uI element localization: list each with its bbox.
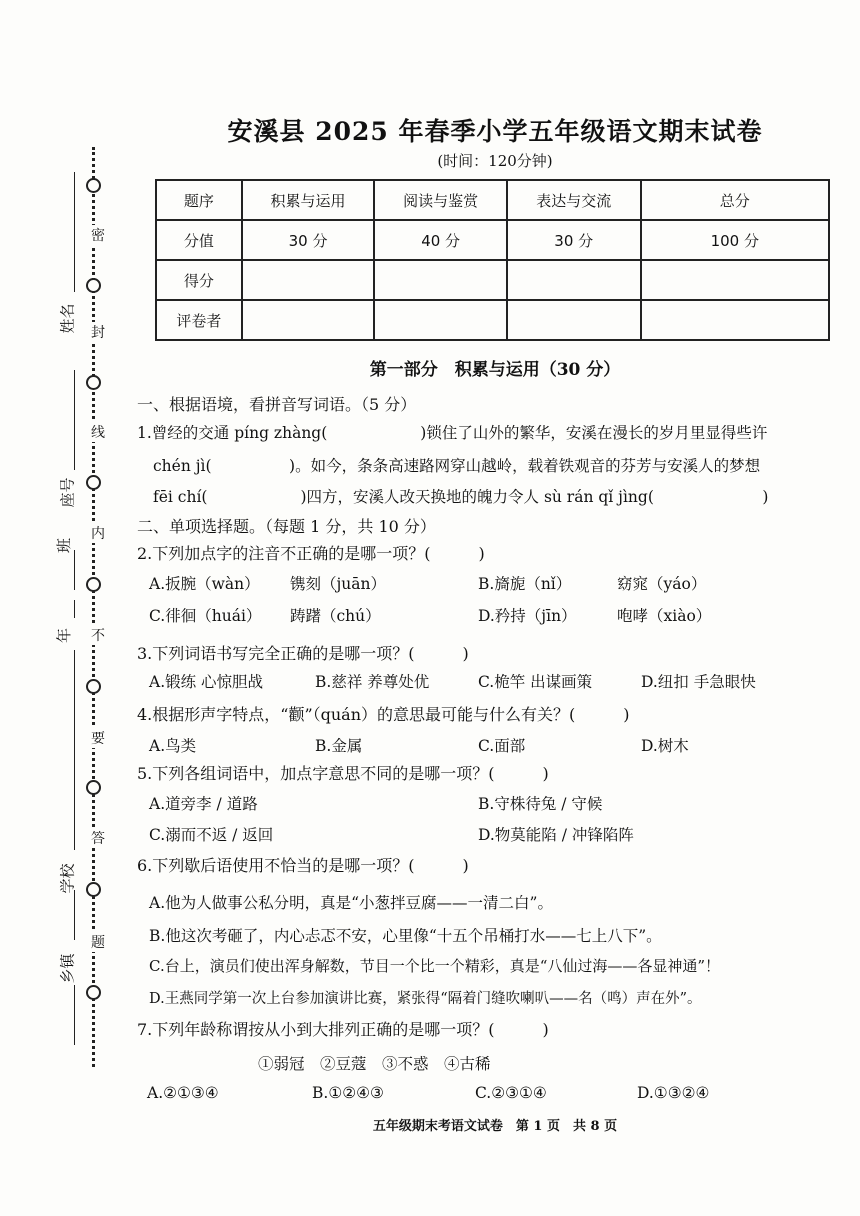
table-cell: 40 分 (374, 220, 507, 260)
q2-option-d-word2: 咆哮（xiào） (617, 607, 712, 625)
q5-option-d[interactable]: D.物莫能陷 / 冲锋陷阵 (478, 826, 634, 844)
seat-field-line[interactable] (74, 370, 75, 470)
page-footer: 五年级期末考语文试卷 第 1 页 共 8 页 (372, 1119, 618, 1134)
q3-option-a[interactable]: A.锻练 心惊胆战 (149, 673, 264, 691)
q2-option-c-word2: 踌躇（chú） (290, 607, 381, 625)
q4-option-a[interactable]: A.鸟类 (149, 737, 197, 755)
town-field-line-extra[interactable] (74, 985, 75, 1045)
question-5: 5.下列各组词语中，加点字意思不同的是哪一项？( ) (137, 764, 549, 783)
exam-time: (时间：120分钟) (437, 152, 553, 170)
table-cell: 分值 (156, 220, 242, 260)
table-cell: 得分 (156, 260, 242, 300)
name-field-line[interactable] (74, 172, 75, 292)
q2-option-c[interactable]: C.徘徊（huái） (149, 607, 262, 625)
binding-circle (86, 577, 101, 592)
score-table (155, 179, 830, 341)
table-row (156, 220, 829, 260)
town-field-line[interactable] (74, 890, 75, 940)
q5-option-b[interactable]: B.守株待兔 / 守候 (478, 795, 603, 813)
school-field-line[interactable] (74, 650, 75, 850)
q2-option-b[interactable]: B.旖旎（nǐ） (478, 575, 572, 593)
q7-option-d[interactable]: D.①③②④ (637, 1084, 710, 1102)
q7-option-a[interactable]: A.②①③④ (147, 1084, 219, 1102)
question-6: 6.下列歇后语使用不恰当的是哪一项？( ) (137, 856, 469, 875)
table-cell: 30 分 (242, 220, 375, 260)
score-input-cell[interactable] (242, 260, 375, 300)
binding-circle (86, 278, 101, 293)
binding-circle (86, 475, 101, 490)
binding-circle (86, 780, 101, 795)
seat-label: 座号 (58, 477, 77, 508)
seal-char: 封 (88, 322, 108, 342)
score-input-cell[interactable] (374, 260, 507, 300)
seal-char: 内 (88, 523, 108, 543)
q7-option-c[interactable]: C.②③①④ (475, 1084, 547, 1102)
q6-option-d[interactable]: D.王燕同学第一次上台参加演讲比赛，紧张得“隔着门缝吹喇叭——名（鸣）声在外”。 (149, 991, 702, 1007)
part2-heading: 二、单项选择题。（每题 1 分，共 10 分） (137, 517, 436, 536)
seal-char: 答 (88, 828, 108, 848)
part1-heading: 一、根据语境，看拼音写词语。（5 分） (137, 395, 417, 414)
exam-title: 安溪县 2025 年春季小学五年级语文期末试卷 (227, 117, 763, 146)
q4-option-c[interactable]: C.面部 (478, 737, 526, 755)
question-3: 3.下列词语书写完全正确的是哪一项？( ) (137, 644, 469, 663)
class-label: 班 (55, 537, 74, 554)
q2-option-a-word2: 镌刻（juān） (290, 575, 387, 593)
q7-items: ①弱冠 ②豆蔻 ③不惑 ④古稀 (258, 1055, 491, 1073)
grade-label: 年 (55, 627, 74, 644)
seal-char: 密 (88, 225, 108, 245)
table-cell: 100 分 (641, 220, 829, 260)
score-input-cell[interactable] (641, 260, 829, 300)
table-row (156, 180, 829, 220)
seal-char: 线 (88, 422, 108, 442)
binding-circle (86, 985, 101, 1000)
town-label: 乡镇 (58, 953, 77, 984)
school-label: 学校 (58, 863, 77, 894)
q6-option-a[interactable]: A.他为人做事公私分明，真是“小葱拌豆腐——一清二白”。 (149, 894, 553, 912)
grade-field-line[interactable] (74, 600, 75, 618)
class-field-line[interactable] (74, 550, 75, 590)
binding-circle (86, 882, 101, 897)
grader-input-cell[interactable] (507, 300, 641, 340)
q2-option-d[interactable]: D.矜持（jīn） (478, 607, 577, 625)
table-cell: 积累与运用 (242, 180, 375, 220)
table-cell: 表达与交流 (507, 180, 641, 220)
q7-option-b[interactable]: B.①②④③ (312, 1084, 384, 1102)
table-cell: 30 分 (507, 220, 641, 260)
score-input-cell[interactable] (507, 260, 641, 300)
q5-option-a[interactable]: A.道旁李 / 道路 (149, 795, 258, 813)
q6-option-c[interactable]: C.台上，演员们使出浑身解数，节目一个比一个精彩，真是“八仙过海——各显神通”！ (149, 957, 721, 975)
question-4: 4.根据形声字特点，“颧”（quán）的意思最可能与什么有关？( ) (137, 705, 630, 724)
q5-option-c[interactable]: C.溺而不返 / 返回 (149, 826, 274, 844)
table-cell: 题序 (156, 180, 242, 220)
question-2: 2.下列加点字的注音不正确的是哪一项？( ) (137, 544, 485, 563)
seal-char: 题 (88, 932, 108, 952)
table-row (156, 300, 829, 340)
question-1-line-3: fēi chí( )四方，安溪人改天换地的魄力令人 sù rán qǐ jìng( ) (153, 488, 769, 506)
grader-input-cell[interactable] (242, 300, 375, 340)
q4-option-d[interactable]: D.树木 (641, 737, 689, 755)
section-title: 第一部分 积累与运用（30 分） (369, 360, 621, 380)
table-cell: 阅读与鉴赏 (374, 180, 507, 220)
grader-input-cell[interactable] (641, 300, 829, 340)
seal-char: 不 (88, 625, 108, 645)
table-cell: 总分 (641, 180, 829, 220)
q4-option-b[interactable]: B.金属 (315, 737, 363, 755)
table-cell: 评卷者 (156, 300, 242, 340)
q2-option-a[interactable]: A.扳腕（wàn） (149, 575, 260, 593)
name-label: 姓名 (58, 303, 77, 334)
seal-char: 要 (88, 728, 108, 748)
table-row (156, 260, 829, 300)
q3-option-b[interactable]: B.慈祥 养尊处优 (315, 673, 430, 691)
q2-option-b-word2: 窈窕（yáo） (617, 575, 707, 593)
question-7: 7.下列年龄称谓按从小到大排列正确的是哪一项？( ) (137, 1020, 549, 1039)
question-1-line-2: chén jì( )。如今，条条高速路网穿山越岭，载着铁观音的芬芳与安溪人的梦想 (153, 457, 761, 475)
grader-input-cell[interactable] (374, 300, 507, 340)
question-1-line-1: 1.曾经的交通 píng zhàng( )锁住了山外的繁华，安溪在漫长的岁月里显得些许 (137, 424, 768, 442)
binding-circle (86, 178, 101, 193)
q6-option-b[interactable]: B.他这次考砸了，内心忐忑不安，心里像“十五个吊桶打水——七上八下”。 (149, 927, 662, 945)
binding-circle (86, 679, 101, 694)
q3-option-d[interactable]: D.纽扣 手急眼快 (641, 673, 756, 691)
q3-option-c[interactable]: C.桅竿 出谋画策 (478, 673, 593, 691)
